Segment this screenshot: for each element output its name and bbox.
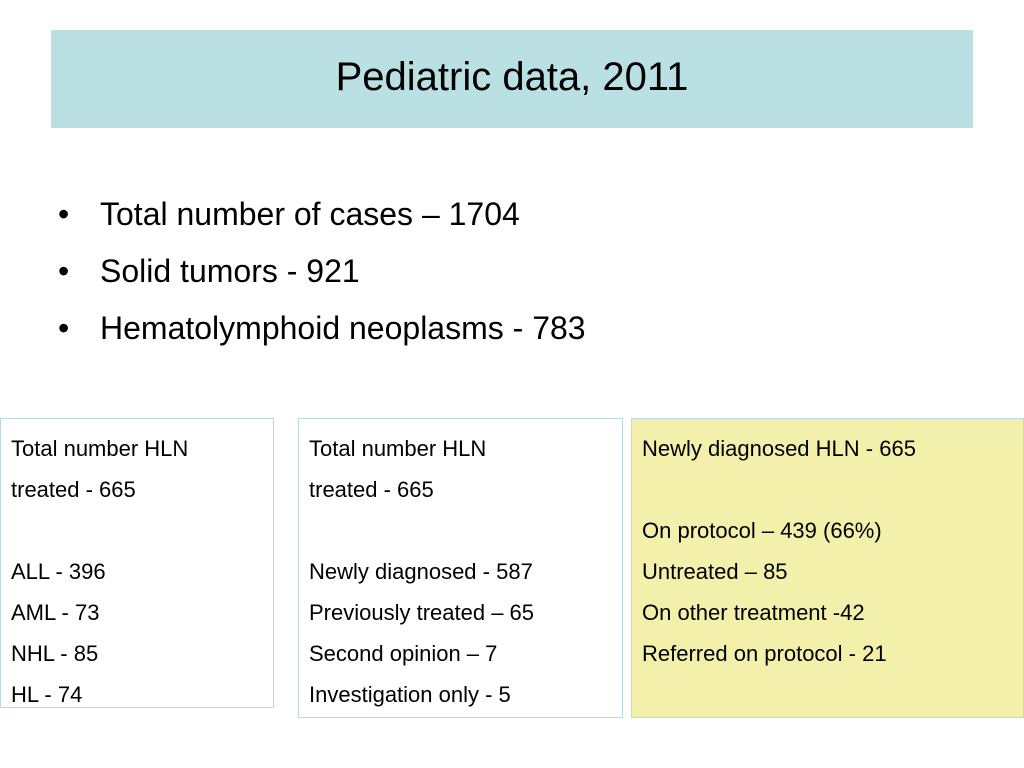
hln-status-box <box>298 418 623 718</box>
box-line: On other treatment -42 <box>642 600 865 625</box>
box-line: Second opinion – 7 <box>309 641 498 666</box>
box-line: AML - 73 <box>11 600 100 625</box>
box-line: Total number HLN <box>309 436 487 461</box>
bullet-text: Total number of cases – 1704 <box>100 196 520 232</box>
bullet-marker: • <box>58 196 70 232</box>
box-line: NHL - 85 <box>11 641 99 666</box>
slide-title: Pediatric data, 2011 <box>335 55 689 99</box>
box-line: Newly diagnosed - 587 <box>309 559 533 584</box>
bullet-marker: • <box>58 310 70 346</box>
box-line: Referred on protocol - 21 <box>642 641 887 666</box>
hln-subtype-box <box>0 418 274 708</box>
box-line: Investigation only - 5 <box>309 682 511 707</box>
box-line: Previously treated – 65 <box>309 600 535 625</box>
bullet-hematolymphoid <box>58 300 586 357</box>
bullet-solid-tumors <box>58 243 586 300</box>
box-line: ALL - 396 <box>11 559 106 584</box>
bullet-text: Solid tumors - 921 <box>100 253 360 289</box>
box-line: Untreated – 85 <box>642 559 788 584</box>
bullet-marker: • <box>58 253 70 289</box>
box-line: Newly diagnosed HLN - 665 <box>642 436 916 461</box>
box-line: treated - 665 <box>11 477 136 502</box>
bullet-text: Hematolymphoid neoplasms - 783 <box>100 310 586 346</box>
box-line: Total number HLN <box>11 436 189 461</box>
summary-bullet-list <box>58 186 586 357</box>
box-line: On protocol – 439 (66%) <box>642 518 882 543</box>
box-line: HL - 74 <box>11 682 83 707</box>
hln-treatment-box <box>631 418 1024 718</box>
box-line-blank <box>642 469 1023 510</box>
box-line: treated - 665 <box>309 477 434 502</box>
bullet-total-cases <box>58 186 586 243</box>
title-banner <box>51 30 973 128</box>
box-line-blank <box>309 510 622 551</box>
box-line-blank <box>11 510 273 551</box>
